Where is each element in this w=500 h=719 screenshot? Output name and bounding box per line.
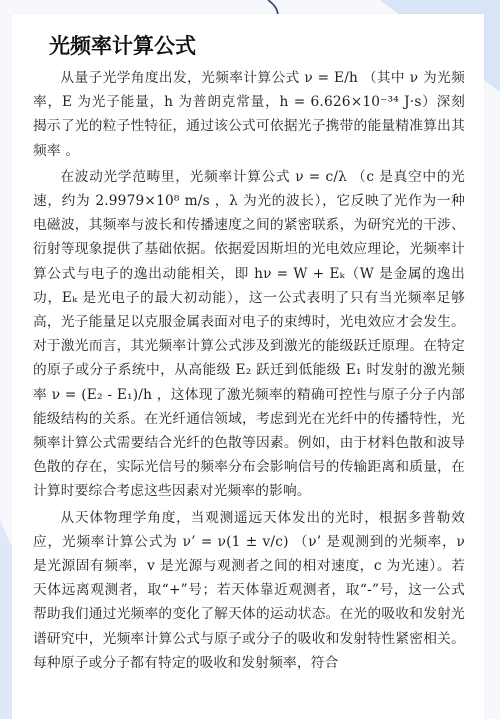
document-body: [33, 66, 465, 675]
paragraph-wave-optics: 在波动光学范畴里，光频率计算公式 ν = c/λ （c 是真空中的光速，约为 2.9979×10⁸ m/s ，λ 为光的波长），它反映了光作为一种电磁波，其频率与波长和传播速度之间的紧密联系，为研究光的干涉、衍射等现象提供了基础依据。依据爱因斯坦的光电效应理论，光频率计算公式与电子的逸出动能相关，即 hν = W + Eₖ（W 是金属的逸出功，Eₖ 是光电子的最大初动能），这一公式表明了只有当光频率足够高，光子能量足以克服金属表面对电子的束缚时，光电效应才会发生。对于激光而言，其光频率计算公式涉及到激光的能级跃迁原理。在特定的原子或分子系统中，从高能级 E₂ 跃迁到低能级 E₁ 时发射的激光频率 ν = (E₂ - E₁)/h ，这体现了激光频率的精确可控性与原子分子内部能级结构的关系。在光纤通信领域，考虑到光在光纤中的传播特性，光频率计算公式需要结合光纤的色散等因素。例如，由于材料色散和波导色散的存在，实际光信号的频率分布会影响信号的传输距离和质量，在计算时要综合考虑这些因素对光频率的影响。: [33, 168, 465, 500]
paragraph-astrophysics: 从天体物理学角度，当观测遥远天体发出的光时，根据多普勒效应，光频率计算公式为 ν’ = ν(1 ± v/c) （ν’ 是观测到的光频率，ν 是光源固有频率，v 是光源与观测者之间的相对速度，c 为光速）。若天体远离观测者，取“+”号；若天体靠近观测者，取“-”号，这一公式帮助我们通过光频率的变化了解天体的运动状态。在光的吸收和发射光谱研究中，光频率计算公式与原子或分子的吸收和发射特性紧密相关。每种原子或分子都有特定的吸收和发射频率，符合: [33, 509, 465, 671]
paragraph-quantum-optics: 从量子光学角度出发，光频率计算公式 ν = E/h （其中 ν 为光频率，E 为光子能量，h 为普朗克常量，h = 6.626×10⁻³⁴ J·s）深刻揭示了光的粒子性特征，通过该公式可依据光子携带的能量精准算出其频率 。: [33, 70, 465, 159]
page-title: 光频率计算公式: [49, 34, 196, 58]
